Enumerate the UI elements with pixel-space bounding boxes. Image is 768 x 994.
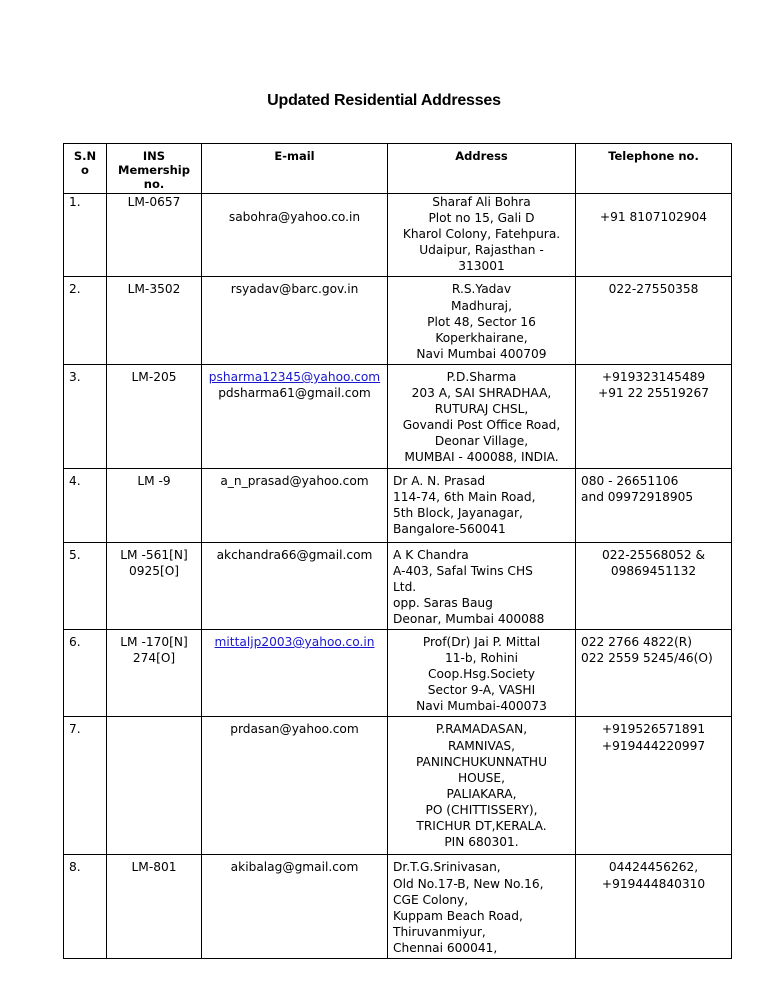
cell-ins: LM -561[N] 0925[O] xyxy=(107,542,202,629)
table-row xyxy=(64,629,732,716)
cell-ins: LM-205 xyxy=(107,364,202,468)
cell-sno: 5. xyxy=(64,542,107,629)
header-ins-membership: INS Memership no. xyxy=(107,144,202,194)
cell-address: A K Chandra A-403, Safal Twins CHS Ltd. opp. Saras Baug Deonar, Mumbai 400088 xyxy=(388,542,576,629)
cell-telephone: 022-25568052 & 09869451132 xyxy=(576,542,732,629)
page-title: Updated Residential Addresses xyxy=(267,92,501,109)
cell-sno: 7. xyxy=(64,717,107,855)
table-row xyxy=(64,542,732,629)
cell-sno: 8. xyxy=(64,855,107,959)
cell-address: Sharaf Ali Bohra Plot no 15, Gali D Kharol Colony, Fatehpura. Udaipur, Rajasthan - 313001 xyxy=(388,194,576,277)
cell-ins: LM -170[N] 274[O] xyxy=(107,629,202,716)
cell-email[interactable]: rsyadav@barc.gov.in xyxy=(202,277,388,364)
cell-sno: 6. xyxy=(64,629,107,716)
cell-email xyxy=(202,629,388,716)
cell-telephone: +91 8107102904 xyxy=(576,194,732,277)
cell-ins: LM-0657 xyxy=(107,194,202,277)
cell-sno: 1. xyxy=(64,194,107,277)
cell-telephone: 022-27550358 xyxy=(576,277,732,364)
cell-address: P.RAMADASAN, RAMNIVAS, PANINCHUKUNNATHU HOUSE, PALIAKARA, PO (CHITTISSERY), TRICHUR DT,KERALA. PIN 680301. xyxy=(388,717,576,855)
cell-ins: LM-3502 xyxy=(107,277,202,364)
table-row xyxy=(64,364,732,468)
header-telephone: Telephone no. xyxy=(576,144,732,194)
cell-address: Dr A. N. Prasad 114-74, 6th Main Road, 5th Block, Jayanagar, Bangalore-560041 xyxy=(388,468,576,542)
cell-telephone: +919323145489 +91 22 25519267 xyxy=(576,364,732,468)
header-email: E-mail xyxy=(202,144,388,194)
cell-address: R.S.Yadav Madhuraj, Plot 48, Sector 16 Koperkhairane, Navi Mumbai 400709 xyxy=(388,277,576,364)
table-row xyxy=(64,468,732,542)
cell-email[interactable]: prdasan@yahoo.com xyxy=(202,717,388,855)
cell-telephone: 04424456262, +919444840310 xyxy=(576,855,732,959)
cell-address: Prof(Dr) Jai P. Mittal 11-b, Rohini Coop.Hsg.Society Sector 9-A, VASHI Navi Mumbai-400073 xyxy=(388,629,576,716)
cell-sno: 3. xyxy=(64,364,107,468)
cell-ins: LM -9 xyxy=(107,468,202,542)
email-link[interactable]: psharma12345@yahoo.com xyxy=(208,369,381,384)
cell-sno: 2. xyxy=(64,277,107,364)
table-row xyxy=(64,194,732,277)
cell-telephone: 080 - 26651106 and 09972918905 xyxy=(576,468,732,542)
cell-telephone: 022 2766 4822(R) 022 2559 5245/46(O) xyxy=(576,629,732,716)
cell-address: P.D.Sharma 203 A, SAI SHRADHAA, RUTURAJ CHSL, Govandi Post Office Road, Deonar Village, MUMBAI - 400088, INDIA. xyxy=(388,364,576,468)
cell-telephone: +919526571891 +919444220997 xyxy=(576,717,732,855)
cell-email[interactable]: sabohra@yahoo.co.in xyxy=(202,194,388,277)
header-address: Address xyxy=(388,144,576,194)
cell-ins xyxy=(107,717,202,855)
address-table xyxy=(63,143,732,959)
cell-email xyxy=(202,364,388,468)
cell-ins: LM-801 xyxy=(107,855,202,959)
table-header-row xyxy=(64,144,732,194)
email-link[interactable]: mittaljp2003@yahoo.co.in xyxy=(214,634,375,649)
table-row xyxy=(64,855,732,959)
email-secondary[interactable]: pdsharma61@gmail.com xyxy=(218,386,371,401)
cell-sno: 4. xyxy=(64,468,107,542)
cell-email[interactable]: akchandra66@gmail.com xyxy=(202,542,388,629)
table-row xyxy=(64,277,732,364)
cell-email[interactable]: a_n_prasad@yahoo.com xyxy=(202,468,388,542)
cell-address: Dr.T.G.Srinivasan, Old No.17-B, New No.16, CGE Colony, Kuppam Beach Road, Thiruvanmiyur, Chennai 600041, xyxy=(388,855,576,959)
table-row xyxy=(64,717,732,855)
cell-email[interactable]: akibalag@gmail.com xyxy=(202,855,388,959)
header-sno: S.N o xyxy=(64,144,107,194)
